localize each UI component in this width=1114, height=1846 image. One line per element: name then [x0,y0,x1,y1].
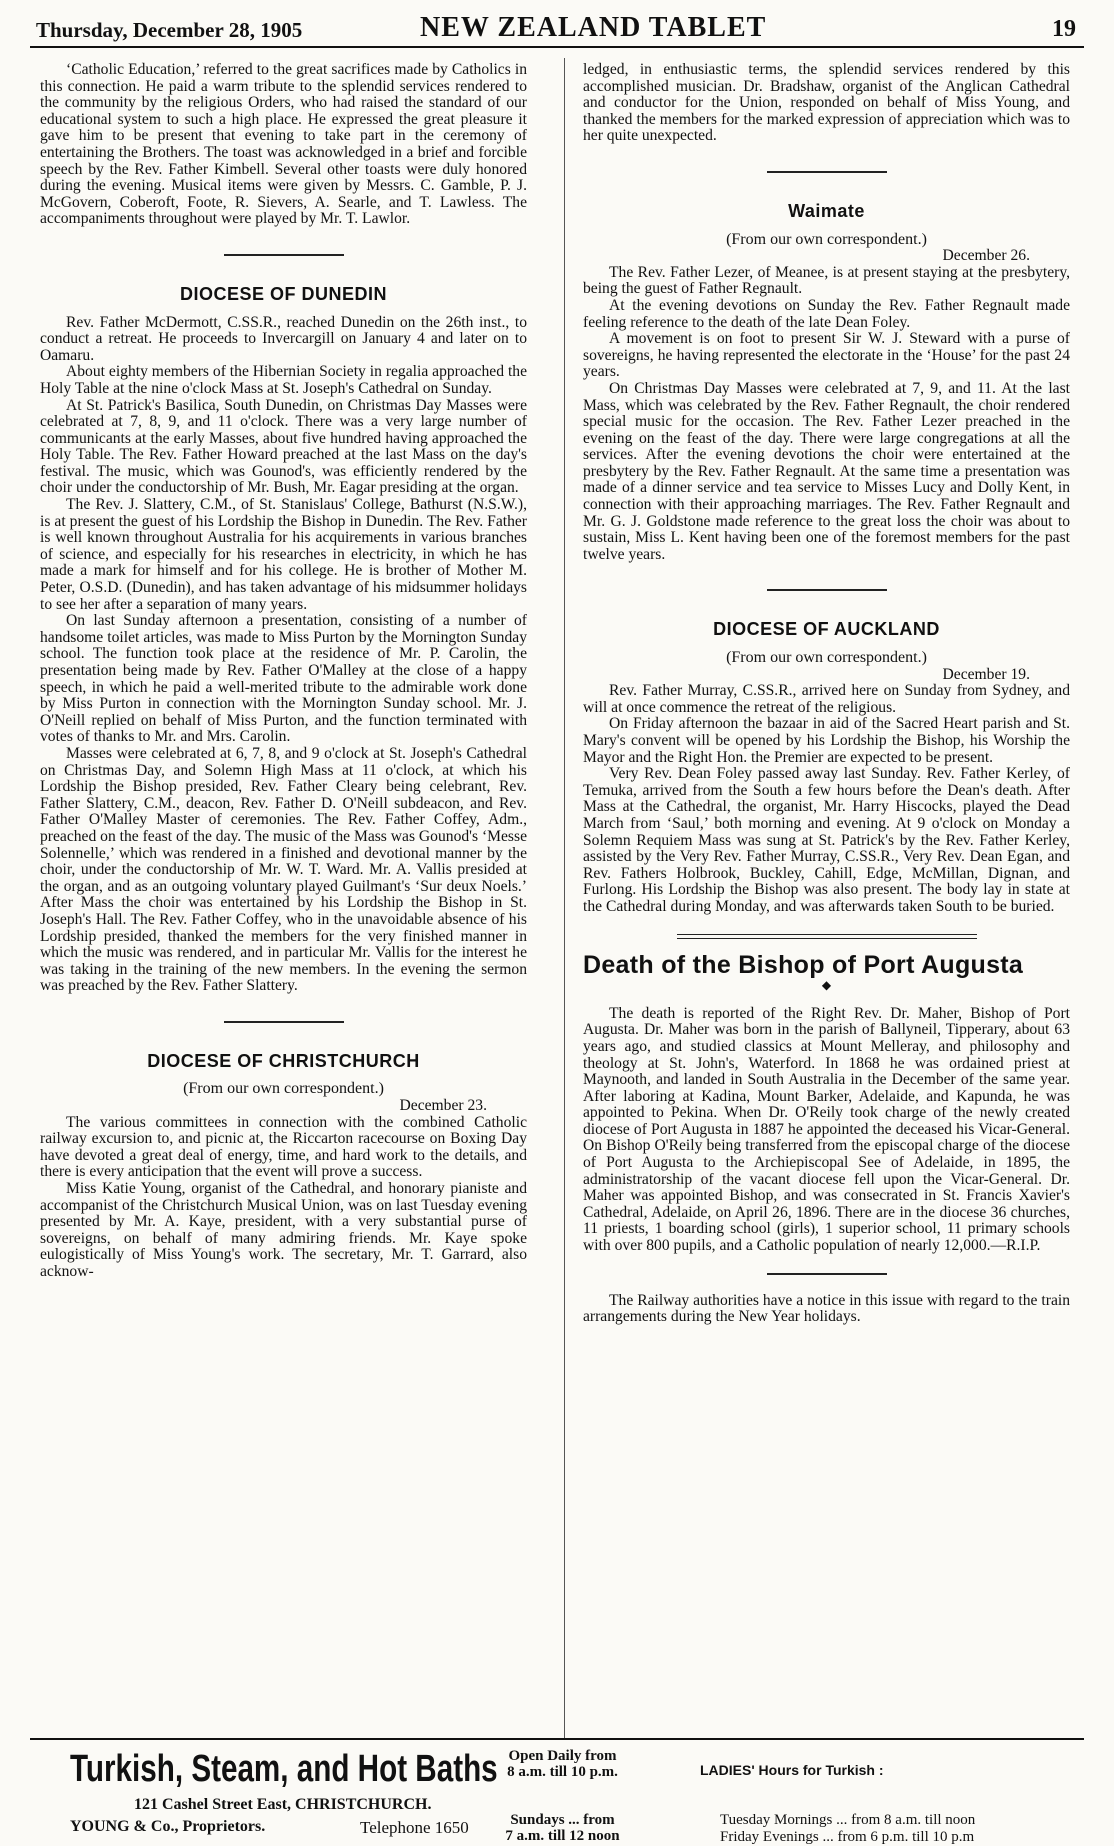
masthead-title: NEW ZEALAND TABLET [420,12,767,43]
waimate-paragraph: On Christmas Day Masses were celebrated at 7, 9, and 11. At the last Mass, which was celebrated by the Rev. Father Regnault, the choir rendered special music for the occasion. The Rev. Father Lezer preached in the evening on the feast of the day. There were large congregations at all the services. After the evening devotions the choir were entertained at the presbytery by the Rev. Father Regnault. At the same time a presentation was made of a dinner service and tea service to Misses Lucy and Dolly Kent, in connection with their approaching marriages. The Rev. Father Regnault and Mr. G. J. Goldstone made reference to the great loss the choir was about to sustain, Miss L. Kent having been one of the foremost members for the past twelve years. [583,379,1070,563]
waimate-paragraph: A movement is on foot to present Sir W. J. Steward with a purse of sovereigns, he having represented the electorate in the ‘House’ for the past 24 years. [583,330,1070,381]
section-rule [224,1021,344,1023]
section-rule [767,171,887,173]
waimate-paragraph: The Rev. Father Lezer, of Meanee, is at present staying at the presbytery, being the guest of Father Regnault. [583,263,1070,298]
waimate-paragraph: At the evening devotions on Sunday the Rev. Father Regnault made feeling reference to the death of the late Dean Foley. [583,296,1070,331]
auckland-paragraph: Rev. Father Murray, C.SS.R., arrived here on Sunday from Sydney, and will at once commence the retreat of the religious. [583,682,1070,716]
ad-address: 121 Cashel Street East, CHRISTCHURCH. [134,1796,432,1813]
section-double-rule [677,934,977,939]
page-header [30,12,1084,48]
heading-bishop-death: Death of the Bishop of Port Augusta [583,950,1024,979]
auckland-paragraph: On Friday afternoon the bazaar in aid of the Sacred Heart parish and St. Mary's convent will be opened by his Lordship the Bishop, his Worship the Mayor and the Right Hon. the Premier are expected to be present. [583,715,1070,766]
baths-advertisement [30,1738,1084,1845]
column-divider [564,58,565,1738]
left-column [40,62,527,1281]
christchurch-continuation: ledged, in enthusiastic terms, the splendid services rendered by this accomplished musician. Dr. Bradshaw, organist of the Anglican Cathedral and conductor for the Union, responded on behalf of Miss Young, and thanked the members for the marked expression of appreciation which was to her quite unexpected. [583,61,1070,145]
ornament-diamond: ◆ [821,978,832,993]
ad-tuesday-hours: Tuesday Mornings ... from 8 a.m. till noon [720,1812,976,1828]
ad-ladies-heading: LADIES' Hours for Turkish : [700,1762,884,1778]
christchurch-paragraph: Miss Katie Young, organist of the Cathedral, and honorary pianiste and accompanist of the Christchurch Musical Union, was on last Tuesday evening presented by Mr. A. Kaye, president, with a very substantial purse of sovereigns, on behalf of many admiring friends. Mr. Kaye spoke eulogistically of Miss Young's work. The secretary, Mr. T. Garrard, also acknow- [40,1180,527,1280]
section-rule [224,254,344,256]
dunedin-paragraph: Masses were celebrated at 6, 7, 8, and 9 o'clock at St. Joseph's Cathedral on Christmas Day, and Solemn High Mass at 11 o'clock, at which his Lordship the Bishop presided, Rev. Father Cleary being celebrant, Rev. Father Slattery, C.M., deacon, Rev. Father D. O'Neill subdeacon, and Rev. Father O'Malley Master of ceremonies. The Rev. Father Coffey, Adm., preached on the feast of the day. The music of the Mass was Gounod's ‘Messe Solennelle,’ which was rendered in a finished and devotional manner by the choir, under the conductorship of Mr. W. T. Ward. Mr. A. Vallis presided at the organ, and as an outgoing voluntary played Guilmant's ‘Sur deux Noels.’ After Mass the choir was entertained by his Lordship the Bishop in St. Joseph's Hall. The Rev. Father Coffey, who in the unavoidable absence of his Lordship presided, thanked the members for the very finished manner in which the music was rendered, and in particular Mr. Vallis for the interest he was taking in the training of the new members. In the evening the sermon was preached by the Rev. Father Slattery. [40,744,527,995]
correspondent-note: (From our own correspondent.) [183,1080,384,1098]
ad-proprietors: YOUNG & Co., Proprietors. [70,1818,266,1835]
ad-open-daily: Open Daily from 8 a.m. till 10 p.m. [507,1748,618,1780]
dunedin-paragraph: At St. Patrick's Basilica, South Dunedin, on Christmas Day Masses were celebrated at 7, 8, 9, and 11 o'clock. There was a very large number of communicants at the early Masses, about five hundred having approached the Holy Table. The Rev. Father Howard preached at the last Mass on the day's festival. The music, which was Gounod's, was efficiently rendered by the choir under the conductorship of Mr. Bush, Mr. Eagar presiding at the organ. [40,396,527,497]
ad-sundays: Sundays ... from 7 a.m. till 12 noon [505,1812,620,1844]
ad-ladies-hours [720,1812,975,1846]
heading-waimate: Waimate [788,200,865,221]
bishop-paragraph: The death is reported of the Right Rev. Dr. Maher, Bishop of Port Augusta. Dr. Maher was born in the parish of Ballyneil, Tipperary, about 63 years ago, and studied classics at Mount Melleray, and philosophy and theology at St. John's, Waterford. In 1868 he was ordained priest at Maynooth, and landed in South Australia in the December of the same year. After laboring at Kadina, Mount Barker, Adelaide, and Kapunda, he was appointed to Pekina. When Dr. O'Reily took charge of the newly created diocese of Port Augusta in 1887 he appointed the deceased his Vicar-General. On Bishop O'Reily being transferred from the episcopal charge of the diocese of Port Augusta to the Archiepiscopal See of Adelaide, in 1895, the administratorship of the vacant diocese fell upon the Vicar-General. Dr. Maher was appointed Bishop, and was consecrated in St. Francis Xavier's Cathedral, Adelaide, on April 26, 1896. There are in the diocese 36 churches, 11 priests, 1 boarding school (girls), 1 superior school, 11 primary schools with over 800 pupils, and a Catholic population of nearly 12,000.—R.I.P. [583,1004,1070,1255]
ad-friday-hours: Friday Evenings ... from 6 p.m. till 10 p.m [720,1829,975,1845]
correspondent-note: (From our own correspondent.) [726,649,927,667]
dunedin-paragraph: On last Sunday afternoon a presentation, consisting of a number of handsome toilet articles, was made to Miss Purton by the Mornington Sunday school. The function took place at the residence of Mr. P. Carolin, the presentation being made by Rev. Father O'Malley at the close of a happy speech, in which he paid a well-merited tribute to the admirable work done by Miss Purton in connection with the Mornington Sunday school. Mr. J. O'Neill replied on behalf of Miss Purton, and the function terminated with votes of thanks to Mr. and Mrs. Carolin. [40,612,527,746]
dunedin-paragraph: Rev. Father McDermott, C.SS.R., reached Dunedin on the 26th inst., to conduct a retreat. He proceeds to Invercargill on January 4 and later on to Oamaru. [40,313,527,364]
section-rule [767,1273,887,1275]
dunedin-paragraph: The Rev. J. Slattery, C.M., of St. Stanislaus' College, Bathurst (N.S.W.), is at present the guest of his Lordship the Bishop in Dunedin. The Rev. Father is well known throughout Australia for his acquirements in various branches of science, and especially for his researches in electricity, in which he has made a mark for himself and for his college. He is brother of Mother M. Peter, O.S.D. (Dunedin), and has taken advantage of his midsummer holidays to see her after a separation of many years. [40,496,527,613]
dateline: December 19. [942,665,1030,683]
heading-christchurch: DIOCESE OF CHRISTCHURCH [147,1050,420,1071]
christchurch-paragraph: The various committees in connection with the combined Catholic railway excursion to, and picnic at, the Riccarton racecourse on Boxing Day have devoted a great deal of energy, time, and hard work to the details, and there is every anticipation that the event will prove a success. [40,1113,527,1181]
dateline: December 23. [399,1097,487,1115]
toast-continuation: ‘Catholic Education,’ referred to the great sacrifices made by Catholics in this connection. He paid a warm tribute to the splendid services rendered to the community by the religious Orders, who had raised the standard of our educational system to such a high place. He expressed the great pleasure it gave him to be present that evening to take part in the ceremony of entertaining the Brothers. The toast was acknowledged in a brief and forcible speech by the Rev. Father Kimbell. Several other toasts were duly honored during the evening. Musical items were given by Messrs. C. Gamble, P. J. McGovern, Coberoft, Foote, R. Sievers, A. Searle, and T. Lawless. The accompaniments throughout were played by Mr. T. Lawlor. [40,61,527,228]
section-rule [767,589,887,591]
right-column [583,62,1070,1326]
ad-title: Turkish, Steam, and Hot Baths [70,1748,498,1790]
issue-date: Thursday, December 28, 1905 [36,18,303,42]
ad-telephone: Telephone 1650 [360,1818,469,1837]
correspondent-note: (From our own correspondent.) [726,230,927,248]
heading-dunedin: DIOCESE OF DUNEDIN [179,283,388,304]
page-number: 19 [1052,16,1076,42]
railway-notice: The Railway authorities have a notice in this issue with regard to the train arrangements during the New Year holidays. [583,1291,1070,1326]
dateline: December 26. [942,247,1030,265]
auckland-paragraph: Very Rev. Dean Foley passed away last Sunday. Rev. Father Kerley, of Temuka, arrived from the South a few hours before the Dean's death. After Mass at the Cathedral, the organist, Mr. Harry Hiscocks, played the Dead March from ‘Saul,’ both morning and evening. At 9 o'clock on Monday a Solemn Requiem Mass was sung at St. Patrick's by the Rev. Father Kerley, assisted by the Very Rev. Father Murray, C.SS.R., Very Rev. Dean Egan, and Rev. Fathers Holbrook, Buckley, Cahill, Edge, McMillan, Dignan, and Furlong. His Lordship the Bishop was also present. The body lay in state at the Cathedral during Monday, and was afterwards taken South to be buried. [583,765,1070,915]
dunedin-paragraph: About eighty members of the Hibernian Society in regalia approached the Holy Table at the nine o'clock Mass at St. Joseph's Cathedral on Sunday. [40,363,527,397]
heading-auckland: DIOCESE OF AUCKLAND [713,619,940,640]
